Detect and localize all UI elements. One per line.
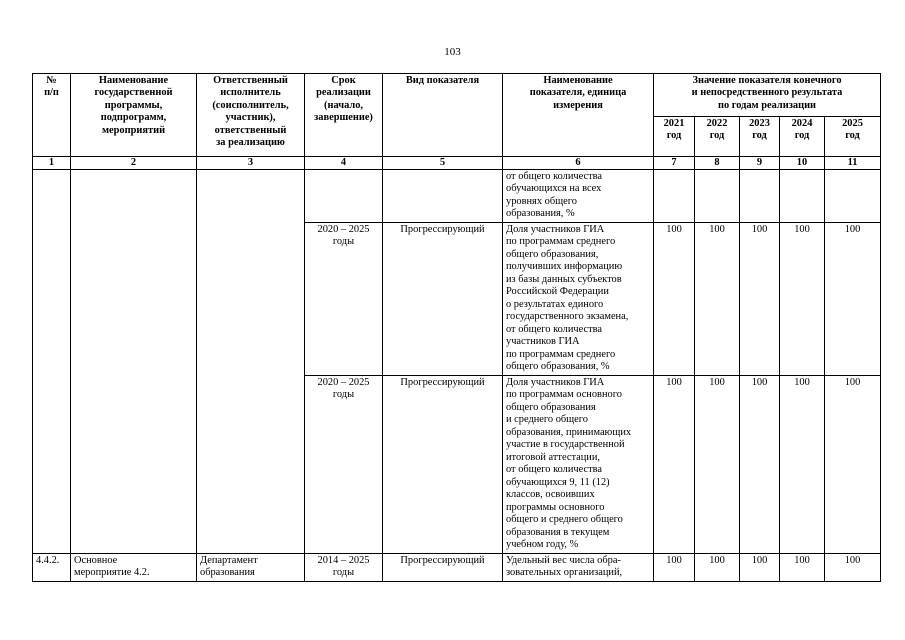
row-type [383, 170, 503, 223]
row-value: 100 [654, 553, 695, 581]
row-indicator-name: Доля участников ГИА по программам основного общего образования и среднего общего образования, принимающих участие в государственной итоговой аттестации, от общего количества обучающихся 9, 11 (12) классов, освоивших программы основного общего и среднего общего образования в текущем учебном году, % [503, 375, 654, 553]
header-year: 2024 год [780, 117, 825, 157]
column-number: 1 [33, 157, 71, 170]
row-value: 100 [780, 222, 825, 375]
header-year: 2022 год [695, 117, 740, 157]
column-number: 2 [71, 157, 197, 170]
row-value [780, 170, 825, 223]
column-number: 4 [305, 157, 383, 170]
row-value [695, 170, 740, 223]
row-value: 100 [740, 222, 780, 375]
row-indicator-name: Удельный вес числа обра- зовательных организаций, [503, 553, 654, 581]
row-type: Прогрессирующий [383, 222, 503, 375]
row-value: 100 [825, 375, 881, 553]
row-value: 100 [740, 375, 780, 553]
row-num: 4.4.2. [33, 553, 71, 581]
header-program: Наименование государственной программы, подпрограмм, мероприятий [71, 74, 197, 157]
column-number: 5 [383, 157, 503, 170]
row-value: 100 [654, 375, 695, 553]
row-value: 100 [695, 222, 740, 375]
row-value: 100 [780, 375, 825, 553]
row-period: 2020 – 2025 годы [305, 375, 383, 553]
table-row [33, 170, 881, 223]
column-number: 9 [740, 157, 780, 170]
column-number: 10 [780, 157, 825, 170]
row-value [740, 170, 780, 223]
row-indicator-name: от общего количества обучающихся на всех уровнях общего образования, % [503, 170, 654, 223]
row-value [825, 170, 881, 223]
header-indicator-type: Вид показателя [383, 74, 503, 157]
row-value: 100 [780, 553, 825, 581]
header-period: Срок реализации (начало, завершение) [305, 74, 383, 157]
row-indicator-name: Доля участников ГИА по программам среднего общего образования, получивших информацию из базы данных субъектов Российской Федерации о результатах единого государственного экзамена, от общего количества участников ГИА по программам среднего общего образования, % [503, 222, 654, 375]
row-value: 100 [825, 553, 881, 581]
table-row [33, 553, 881, 581]
row-period [305, 170, 383, 223]
row-value: 100 [654, 222, 695, 375]
row-num [33, 170, 71, 554]
column-number: 7 [654, 157, 695, 170]
row-responsible: Департамент образования [197, 553, 305, 581]
column-number: 6 [503, 157, 654, 170]
row-value: 100 [695, 553, 740, 581]
header-responsible: Ответственный исполнитель (соисполнитель, участник), ответственный за реализацию [197, 74, 305, 157]
row-responsible [197, 170, 305, 554]
row-value: 100 [825, 222, 881, 375]
column-number: 3 [197, 157, 305, 170]
header-num: № п/п [33, 74, 71, 157]
header-indicator-name: Наименование показателя, единица измерения [503, 74, 654, 157]
row-program [71, 170, 197, 554]
row-value: 100 [740, 553, 780, 581]
header-year: 2025 год [825, 117, 881, 157]
row-value: 100 [695, 375, 740, 553]
page-number: 103 [444, 46, 461, 58]
header-values-group: Значение показателя конечного и непосредственного результата по годам реализации [654, 74, 881, 117]
row-program: Основное мероприятие 4.2. [71, 553, 197, 581]
row-value [654, 170, 695, 223]
column-number: 11 [825, 157, 881, 170]
row-type: Прогрессирующий [383, 553, 503, 581]
column-number-row [33, 157, 881, 170]
row-period: 2020 – 2025 годы [305, 222, 383, 375]
row-type: Прогрессирующий [383, 375, 503, 553]
program-indicators-table [32, 73, 881, 582]
header-year: 2023 год [740, 117, 780, 157]
column-number: 8 [695, 157, 740, 170]
header-year: 2021 год [654, 117, 695, 157]
row-period: 2014 – 2025 годы [305, 553, 383, 581]
header-row [33, 74, 881, 117]
